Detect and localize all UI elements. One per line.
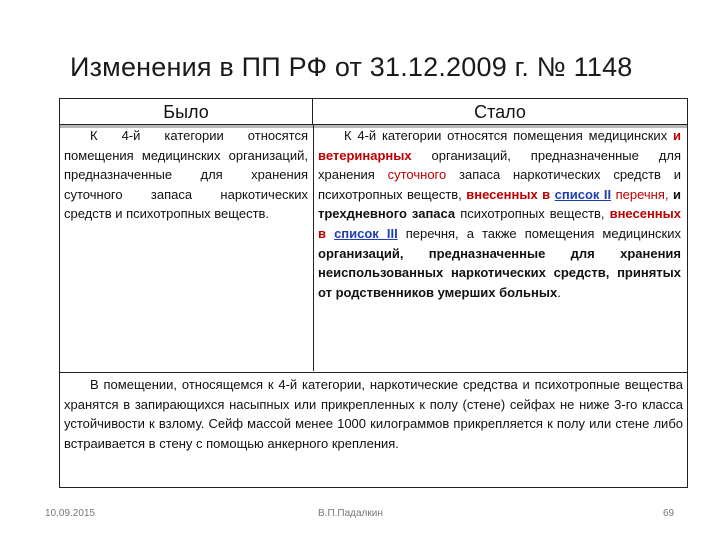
became-text-1: К 4-й категории относятся помещения	[344, 128, 583, 143]
cell-was-text	[64, 126, 308, 224]
header-became: Стало	[313, 99, 687, 125]
became-highlight-three-day: и трехдневного запаса	[318, 186, 681, 222]
header-was: Было	[60, 99, 313, 125]
became-text-2: медицинских	[588, 128, 668, 143]
became-highlight-unused: организаций, предназначенные для хранения неиспользованных наркотических средств, принятых от родственников умерших больных	[318, 245, 681, 300]
became-highlight-list-2: список II	[554, 186, 612, 202]
footer-author: В.П.Падалкин	[318, 508, 383, 519]
footer-date: 10.09.2015	[45, 508, 96, 519]
bottom-paragraph: В помещении, относящемся к 4-й категории, наркотические средства и психотропные вещества хранятся в запирающихся насыпных или прикрепленных к полу (стене) сейфах не ниже 3-го класса устойчивости к взлому. Сейф массой менее 1000 килограммов прикрепляется к полу или стене либо встраивается в стену с помощью анкерного крепления.	[64, 377, 683, 451]
became-highlight-daily: суточного	[387, 167, 447, 183]
cell-bottom-text	[64, 375, 683, 453]
became-highlight-included-1: внесенных в	[466, 186, 551, 202]
column-divider	[313, 125, 314, 371]
became-paragraph	[318, 126, 681, 302]
became-highlight-list-3: список III	[334, 225, 398, 241]
became-highlight-included-2: внесенных в	[318, 206, 681, 241]
became-highlight-veterinary: и ветеринарных	[318, 128, 681, 163]
became-text-9: перечня,	[615, 186, 669, 202]
became-text-14: перечня, а также помещения медицинских	[405, 225, 681, 241]
comparison-table	[59, 98, 688, 488]
became-text-16: .	[557, 284, 561, 300]
cell-became-text	[318, 126, 681, 302]
became-text-11: психотропных веществ,	[460, 206, 605, 222]
became-text-6: запаса наркотических средств и психотропных веществ,	[318, 167, 681, 202]
row-divider	[60, 372, 687, 373]
was-paragraph: К 4-й категории относятся помещения медицинских организаций, предназначенные для хранения суточного запаса наркотических средств и психотропных веществ.	[64, 128, 308, 222]
slide-title: Изменения в ПП РФ от 31.12.2009 г. № 1148	[70, 52, 633, 82]
footer-page-number: 69	[663, 508, 675, 519]
became-text-4: организаций, предназначенные для хранения	[318, 147, 681, 183]
